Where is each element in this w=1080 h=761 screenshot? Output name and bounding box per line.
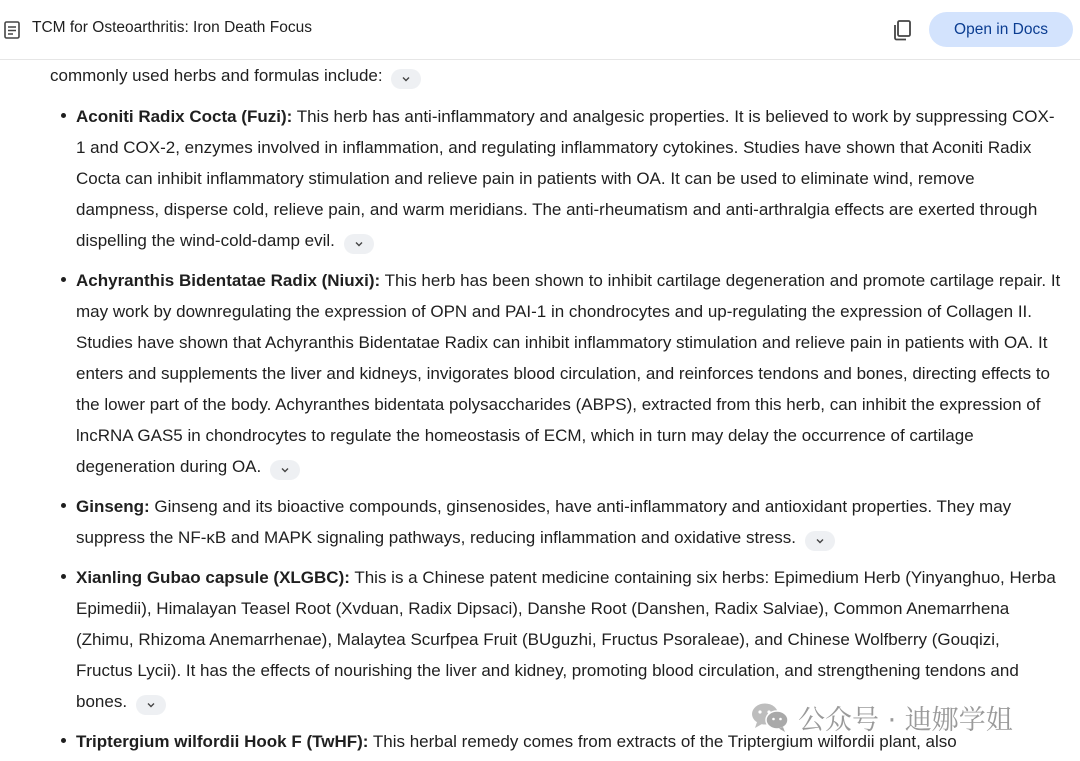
herb-name: Triptergium wilfordii Hook F (TwHF): xyxy=(76,732,369,751)
response-content xyxy=(0,60,1080,761)
expand-source-button[interactable] xyxy=(136,695,166,715)
expand-source-button[interactable] xyxy=(270,460,300,480)
bullet-icon xyxy=(61,503,66,508)
expand-source-button[interactable] xyxy=(391,69,421,89)
herb-name: Ginseng: xyxy=(76,497,150,516)
expand-source-button[interactable] xyxy=(344,234,374,254)
expand-source-button[interactable] xyxy=(805,531,835,551)
intro-paragraph xyxy=(50,65,421,89)
bullet-icon xyxy=(61,738,66,743)
wechat-watermark xyxy=(750,700,1013,734)
herb-name: Xianling Gubao capsule (XLGBC): xyxy=(76,568,350,587)
chevron-down-icon xyxy=(280,465,290,475)
herb-description: This herbal remedy comes from extracts of the Triptergium wilfordii plant, also xyxy=(368,732,957,751)
herb-description: This herb has been shown to inhibit cartilage degeneration and promote cartilage repair. It may work by downregulating the expression of OPN and PAI-1 in chondrocytes and up-regulating the expression of Collagen II. Studies have shown that Achyranthis Bidentatae Radix can inhibit inflammatory stimulation and relieve pain in patients with OA. It enters and supplements the liver and kidneys, invigorates blood circulation, and reinforces tendons and bones, directing effects to the lower part of the body. Achyranthes bidentata polysaccharides (ABPS), extracted from this herb, can inhibit the expression of lncRNA GAS5 in chondrocytes to regulate the homeostasis of ECM, which in turn may delay the occurrence of cartilage degeneration during OA. xyxy=(76,271,1061,476)
document-icon xyxy=(4,21,20,39)
list-item-achyranthis xyxy=(76,265,1061,482)
watermark-text: 公众号 · 迪娜学姐 xyxy=(798,704,1013,736)
copy-icon[interactable] xyxy=(892,19,912,41)
list-item-xlgbc xyxy=(76,562,1061,717)
document-title: TCM for Osteoarthritis: Iron Death Focus xyxy=(32,19,312,36)
wechat-icon xyxy=(750,701,790,733)
bullet-icon xyxy=(61,277,66,282)
bullet-icon xyxy=(61,113,66,118)
herb-name: Achyranthis Bidentatae Radix (Niuxi): xyxy=(76,271,381,290)
herb-description: This is a Chinese patent medicine containing six herbs: Epimedium Herb (Yinyanghuo, Herba Epimedii), Himalayan Teasel Root (Xvduan, Radix Dipsaci), Danshe Root (Danshen, Radix Salviae), Common Anemarrhena (Zhimu, Rhizoma Anemarrhenae), Malaytea Scurfpea Fruit (BUguzhi, Fructus Psoraleae), and Chinese Wolfberry (Gouqizi, Fructus Lycii). It has the effects of nourishing the liver and kidney, promoting blood circulation, and strengthening tendons and bones. xyxy=(76,568,1056,711)
chevron-down-icon xyxy=(815,536,825,546)
herb-description: Ginseng and its bioactive compounds, ginsenosides, have anti-inflammatory and antioxidant properties. They may suppress the NF-κB and MAPK signaling pathways, reducing inflammation and oxidative stress. xyxy=(76,497,1012,547)
top-bar xyxy=(0,0,1080,60)
chevron-down-icon xyxy=(354,239,364,249)
open-in-docs-button[interactable]: Open in Docs xyxy=(929,12,1073,47)
bullet-icon xyxy=(61,574,66,579)
list-item-ginseng xyxy=(76,491,1061,553)
herb-name: Aconiti Radix Cocta (Fuzi): xyxy=(76,107,293,126)
herb-description: This herb has anti-inflammatory and analgesic properties. It is believed to work by suppressing COX-1 and COX-2, enzymes involved in inflammation, and regulating inflammatory cytokines. Studies have shown that Aconiti Radix Cocta can inhibit inflammatory stimulation and relieve pain in patients with OA. It can be used to eliminate wind, remove dampness, disperse cold, relieve pain, and warm meridians. The anti-rheumatism and anti-arthralgia effects are exerted through dispelling the wind-cold-damp evil. xyxy=(76,107,1055,250)
chevron-down-icon xyxy=(146,700,156,710)
list-item-aconiti xyxy=(76,101,1061,256)
chevron-down-icon xyxy=(401,74,411,84)
intro-text: commonly used herbs and formulas include: xyxy=(50,66,383,85)
